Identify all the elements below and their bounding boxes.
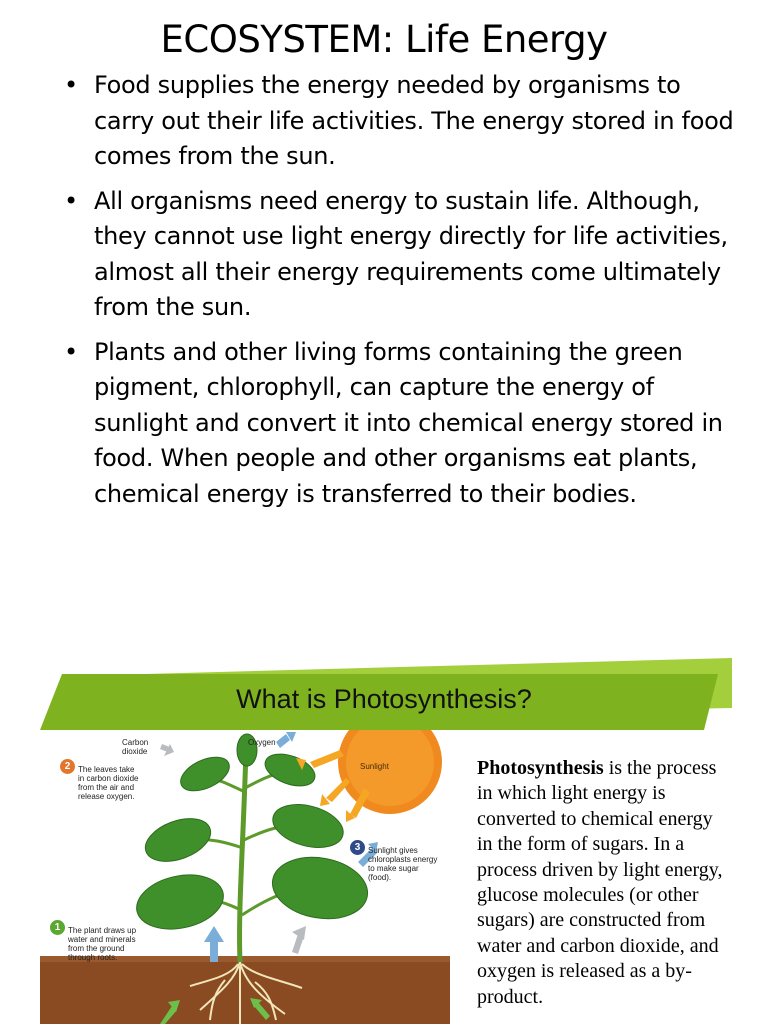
bullet-text: Plants and other living forms containing the green pigment, chlorophyll, can capture the energy of sunlight and convert it into chemical energy stored in food. When people and other organisms eat plants, chemical energy is transferred to their bodies. (94, 337, 723, 508)
bullet-text: All organisms need energy to sustain life. Although, they cannot use light energy directly for life activities, almost all their energy requirements come ultimately from the sun. (94, 186, 728, 321)
description-text: is the process in which light energy is converted to chemical energy in the form of sugars. In a process driven by light energy, glucose molecules (or other sugars) are constructed from water and carbon dioxide, and oxygen is released as a by-product. (477, 757, 723, 1008)
bullet-item (60, 68, 740, 175)
label-sunlight: Sunlight (360, 762, 389, 771)
photosynthesis-description (477, 756, 727, 1010)
banner-title: What is Photosynthesis? (236, 684, 532, 714)
bullet-icon: • (64, 71, 78, 99)
label-carbon-dioxide: Carbon dioxide (122, 738, 149, 756)
step-1-text: The plant draws up water and minerals from the ground through roots. (68, 926, 137, 962)
step-2-text: The leaves take in carbon dioxide from the air and release oxygen. (78, 765, 139, 801)
label-oxygen: Oxygen (248, 738, 276, 747)
page-title: ECOSYSTEM: Life Energy (160, 18, 608, 61)
photosynthesis-diagram (40, 730, 450, 1024)
description-term: Photosynthesis (477, 757, 604, 779)
bullet-icon: • (64, 337, 78, 366)
bullet-icon: • (64, 186, 78, 215)
plant-stem (240, 750, 246, 962)
step-3-badge: 3 (350, 840, 365, 855)
step-2-badge: 2 (60, 759, 75, 774)
step-3-text: Sunlight gives chloroplasts energy to make sugar (food). (368, 846, 438, 882)
bullet-list (60, 68, 740, 521)
bullet-item (60, 335, 740, 513)
step-1-badge: 1 (50, 920, 65, 935)
bullet-text: Food supplies the energy needed by organisms to carry out their life activities. The energy stored in food comes from the sun. (94, 71, 734, 170)
bullet-item (60, 184, 740, 326)
